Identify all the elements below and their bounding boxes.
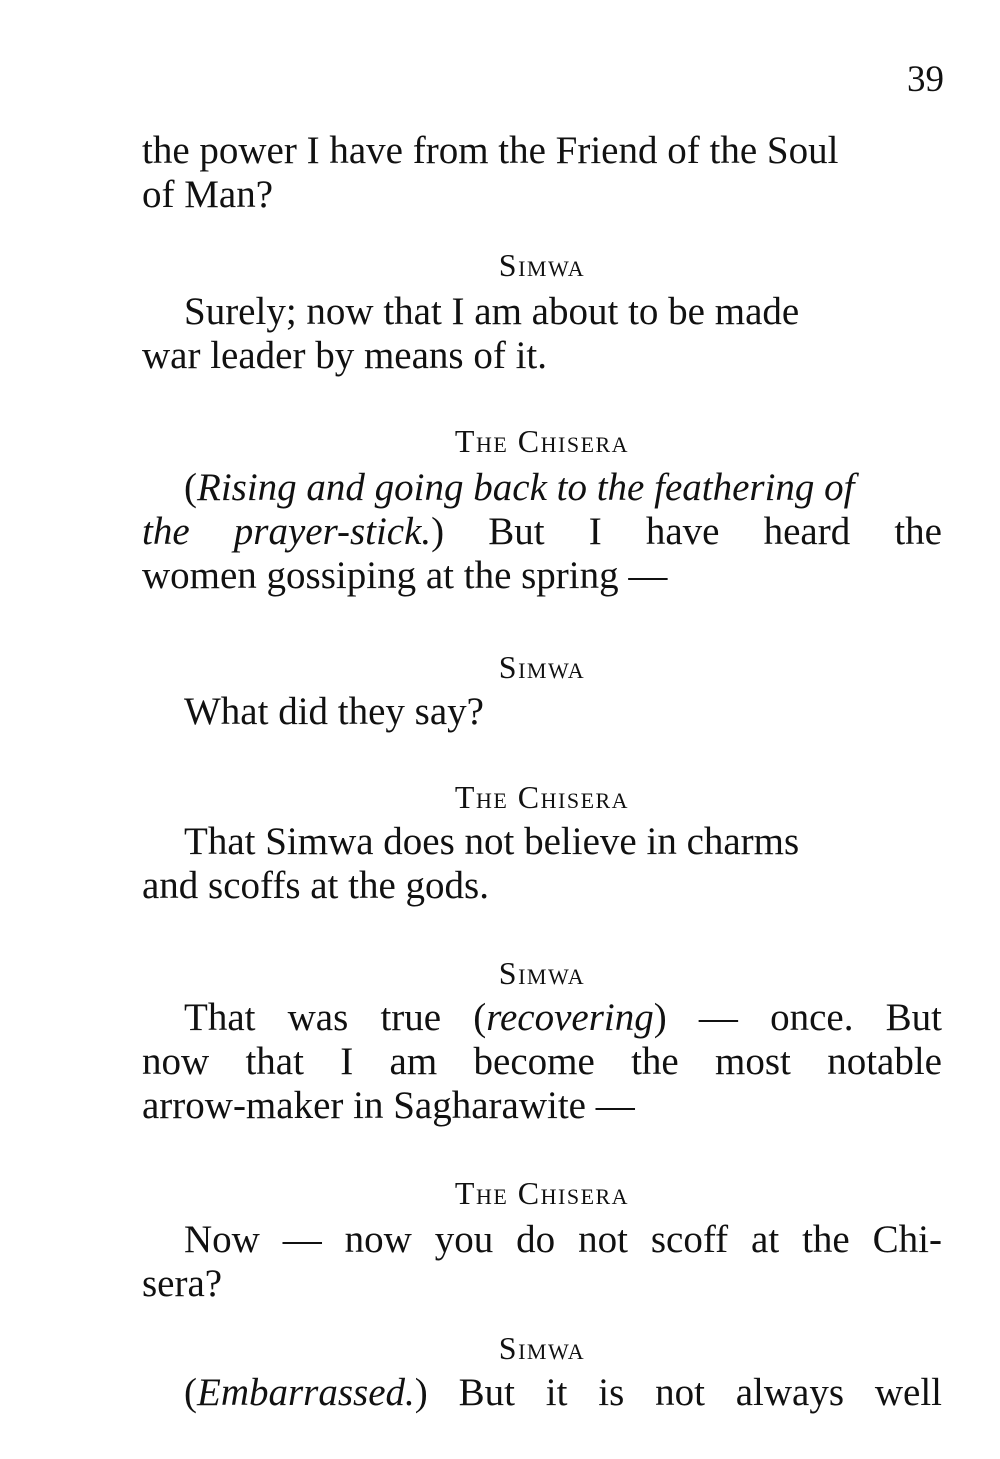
speaker-name: The Chisera xyxy=(454,1175,630,1211)
speaker-name: The Chisera xyxy=(454,779,630,815)
paren-open: ( xyxy=(184,466,197,509)
dialogue-block-3 xyxy=(142,466,942,598)
dialogue-block-4 xyxy=(142,690,942,734)
dialogue-block-8 xyxy=(142,1371,942,1415)
dialogue-line xyxy=(142,996,942,1040)
stage-direction: Embarrassed. xyxy=(197,1371,415,1414)
dialogue-text: But it is not always well xyxy=(427,1371,942,1414)
dialogue-line: now that I am become the most notable xyxy=(142,1040,942,1083)
dialogue-line: and scoffs at the gods. xyxy=(142,864,489,907)
dialogue-block-1 xyxy=(142,129,942,217)
stage-direction: recovering xyxy=(486,996,654,1039)
dialogue-block-5 xyxy=(142,820,942,908)
dialogue-text: ) — once. But xyxy=(653,996,942,1039)
speaker-name: Simwa xyxy=(498,649,586,685)
dialogue-line: That Simwa does not believe in charms xyxy=(184,820,800,863)
dialogue-line: sera? xyxy=(142,1262,223,1305)
dialogue-line: arrow-maker in Sagharawite — xyxy=(142,1084,635,1127)
speaker-name: The Chisera xyxy=(454,423,630,459)
dialogue-block-2 xyxy=(142,290,942,378)
dialogue-line: Surely; now that I am about to be made xyxy=(184,290,800,333)
dialogue-line: the power I have from the Friend of the Soul xyxy=(142,129,839,172)
dialogue-line: What did they say? xyxy=(184,690,484,733)
paren-close: ) xyxy=(414,1371,428,1414)
dialogue-line: women gossiping at the spring — xyxy=(142,554,668,597)
dialogue-line xyxy=(142,510,942,554)
dialogue-text: That was true ( xyxy=(184,996,487,1039)
dialogue-block-7 xyxy=(142,1218,942,1306)
speaker-name: Simwa xyxy=(498,1330,586,1366)
stage-direction-line xyxy=(142,466,942,510)
stage-direction: the prayer-stick. xyxy=(142,510,432,553)
paren-close: ) xyxy=(431,510,445,553)
speaker-name: Simwa xyxy=(498,955,586,991)
stage-direction-line xyxy=(142,1371,942,1415)
speaker-name: Simwa xyxy=(498,247,586,283)
stage-direction: Rising and going back to the feathering of xyxy=(197,466,855,509)
page-number: 39 xyxy=(907,59,944,100)
dialogue-line: Now — now you do not scoff at the Chi- xyxy=(184,1218,942,1261)
dialogue-text: But I have heard the xyxy=(444,510,942,553)
dialogue-block-6 xyxy=(142,996,942,1128)
dialogue-line: war leader by means of it. xyxy=(142,334,548,377)
dialogue-line: of Man? xyxy=(142,173,274,216)
paren-open: ( xyxy=(184,1371,197,1414)
